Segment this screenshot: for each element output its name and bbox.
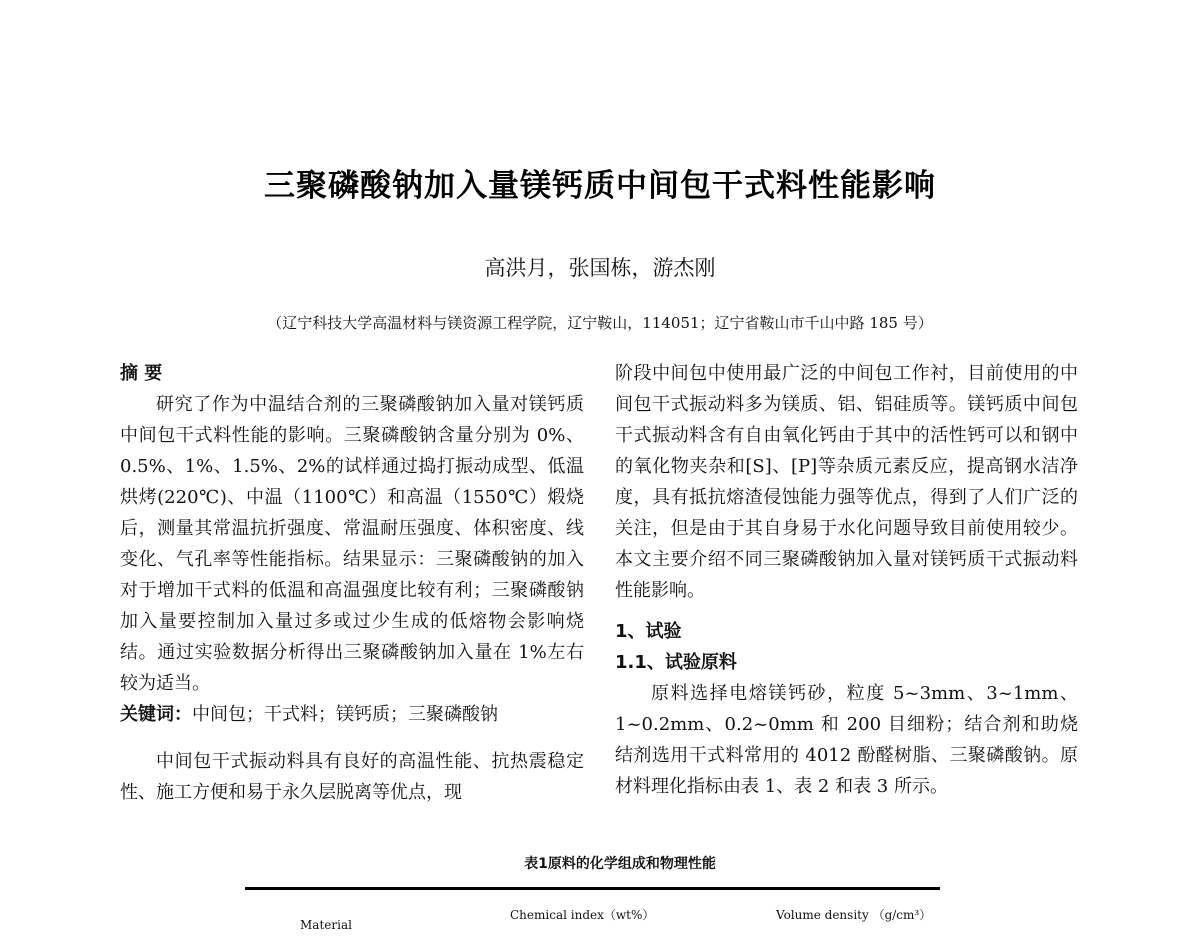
- section-1-heading: 1、试验: [615, 621, 682, 642]
- table-header-chemical-index: Chemical index（wt%）: [510, 908, 655, 922]
- keywords: [120, 699, 584, 730]
- keywords-text: 中间包；干式料；镁钙质；三聚磷酸钠: [192, 704, 498, 725]
- keywords-label: 关键词：: [120, 704, 192, 725]
- abstract-text: 研究了作为中温结合剂的三聚磷酸钠加入量对镁钙质中间包干式料性能的影响。三聚磷酸钠含量分别为 0%、0.5%、1%、1.5%、2%的试样通过捣打振动成型、低温烘烤(220℃)、中温（1100℃）和高温（1550℃）煅烧后，测量其常温抗折强度、常温耐压强度、体积密度、线变化、气孔率等性能指标。结果显示：三聚磷酸钠的加入对于增加干式料的低温和高温强度比较有利；三聚磷酸钠加入量要控制加入量过多或过少生成的低熔物会影响烧结。通过实验数据分析得出三聚磷酸钠加入量在 1%左右较为适当。: [120, 394, 584, 694]
- table-header-material: Material: [300, 918, 352, 932]
- intro-paragraph-continued: 阶段中间包中使用最广泛的中间包工作衬，目前使用的中间包干式振动料多为镁质、铝、铝硅质等。镁钙质中间包干式振动料含有自由氧化钙由于其中的活性钙可以和钢中的氧化物夹杂和[S]、[P]等杂质元素反应，提高钢水洁净度，具有抵抗熔渣侵蚀能力强等优点，得到了人们广泛的关注，但是由于其自身易于水化问题导致目前使用较少。本文主要介绍不同三聚磷酸钠加入量对镁钙质干式振动料性能影响。: [615, 363, 1078, 601]
- section-1-1-text: 原料选择电熔镁钙砂，粒度 5~3mm、3~1mm、1~0.2mm、0.2~0mm 和 200 目细粉；结合剂和助烧结剂选用干式料常用的 4012 酚醛树脂、三聚磷酸钠。原材料理化指标由表 1、表 2 和表 3 所示。: [615, 683, 1078, 797]
- authors: 高洪月，张国栋，游杰刚: [484, 256, 716, 280]
- intro-paragraph-start: 中间包干式振动料具有良好的高温性能、抗热震稳定性、施工方便和易于永久层脱离等优点，现: [120, 751, 584, 803]
- left-column: [120, 358, 584, 808]
- table-top-rule: [245, 887, 940, 890]
- paper-title: 三聚磷酸钠加入量镁钙质中间包干式料性能影响: [264, 168, 936, 204]
- affiliation: （辽宁科技大学高温材料与镁资源工程学院，辽宁鞍山，114051；辽宁省鞍山市千山中路 185 号）: [267, 314, 933, 332]
- table-header-volume-density: Volume density （g/cm³）: [776, 908, 932, 922]
- section-1-1-heading: 1.1、试验原料: [615, 652, 737, 673]
- table-1-caption: 表1原料的化学组成和物理性能: [524, 856, 716, 872]
- right-column: [615, 358, 1078, 802]
- abstract-heading: 摘 要: [120, 363, 163, 384]
